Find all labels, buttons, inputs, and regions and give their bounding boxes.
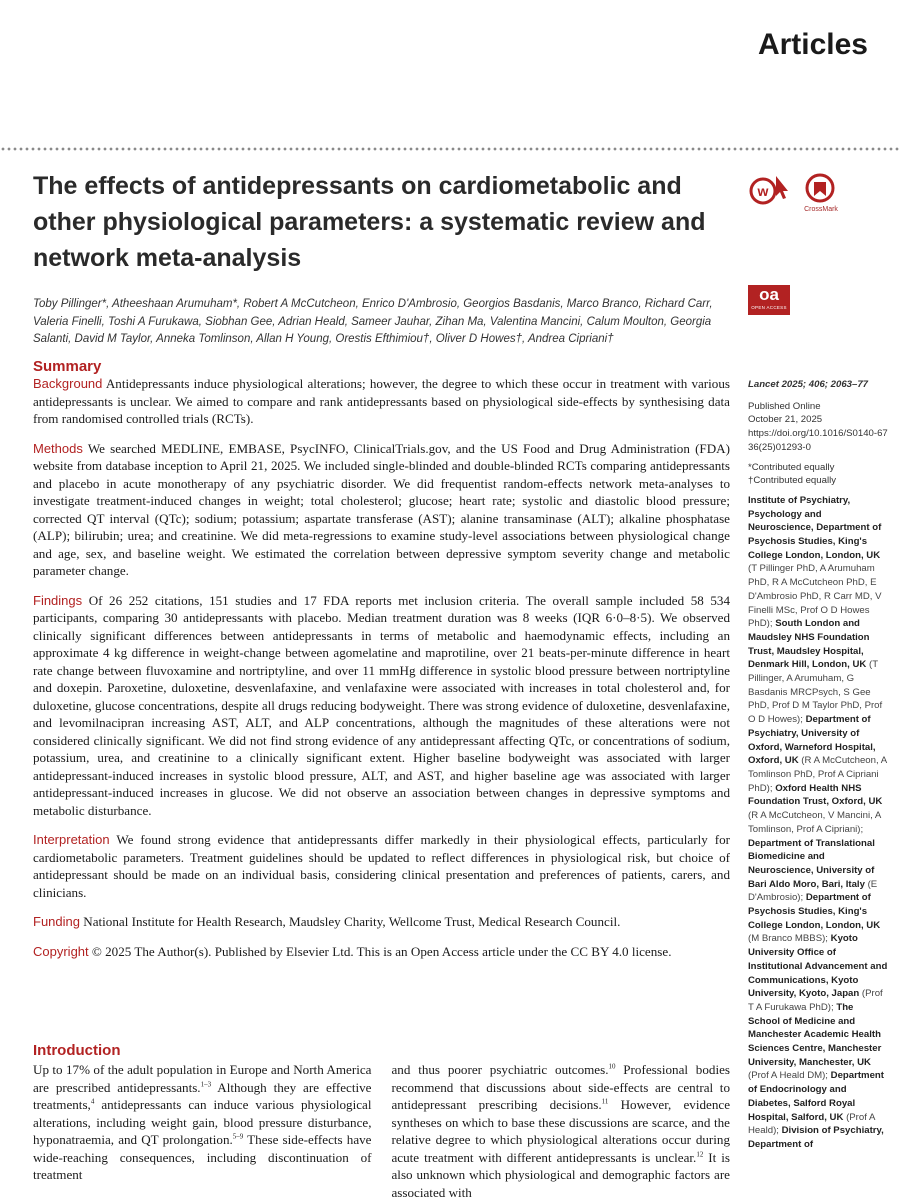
affiliation: Department of Endocrinology and Diabetes, Salford Royal Hospital, Salford, UK xyxy=(748,1070,884,1123)
introduction-heading: Introduction xyxy=(33,1042,121,1059)
affiliation-authors: (T Pillinger PhD, A Arumuham PhD, R A McCutcheon PhD, E D'Ambrosio PhD, R Carr MD, V Finelli MSc, Prof O D Howes PhD); xyxy=(748,563,882,630)
affiliation-authors: (R A McCutcheon, V Mancini, A Tomlinson, Prof A Cipriani); xyxy=(748,810,881,835)
published-date: October 21, 2025 xyxy=(748,414,823,426)
journal-citation: Lancet 2025; 406; 2063–77 xyxy=(748,379,869,390)
copyright-text: © 2025 The Author(s). Published by Elsevier Ltd. This is an Open Access article under the CC BY 4.0 license. xyxy=(88,943,672,959)
intro-text: Up to 17% of the adult population in Europe and North America are prescribed antidepressants. xyxy=(33,1062,372,1095)
equal-contribution-note: †Contributed equally xyxy=(748,475,837,487)
background-text: Antidepressants induce physiological alterations; however, the degree to which these occur in treatment with various antidepressants is unclear. We aimed to compare and rank antidepressants based on physiological side-effects by synthesising data from randomised controlled trials (RCTs). xyxy=(33,376,730,426)
copyright-paragraph xyxy=(33,943,730,961)
open-access-badge xyxy=(748,285,790,315)
affiliation: Oxford Health NHS Foundation Trust, Oxford, UK xyxy=(748,782,883,808)
affiliation: Kyoto University Office of Institutional Advancement and Communications, Kyoto University, Kyoto, Japan xyxy=(748,933,888,1000)
affiliation: South London and Maudsley NHS Foundation Trust, Maudsley Hospital, Denmark Hill, London, UK xyxy=(748,618,870,671)
affiliation: Department of Psychosis Studies, King's College London, London, UK xyxy=(748,892,881,931)
reference-sup[interactable]: 5–9 xyxy=(232,1132,244,1141)
methods-text: We searched MEDLINE, EMBASE, PsycINFO, ClinicalTrials.gov, and the US Food and Drug Administration (FDA) website from database inception to April 21, 2025. We included single-blinded and double-blinded RCTs comparing antidepressants and placebo in acute monotherapy of any psychiatric disorder. We did frequentist random-effects network meta-analyses to investigate treatment-induced changes in weight; total cholesterol; glucose; heart rate; systolic and diastolic blood pressure; corrected QT interval (QTc); sodium; potassium; aspartate transferase (AST); alanine transaminase (ALT); alkaline phosphatase (ALP); bilirubin; urea; and creatinine. We did meta-regressions to examine study-level associations between physiological change and age, sex, and baseline weight. We estimated the correlation between depressive symptom severity change and metabolic parameter change. xyxy=(33,440,730,578)
funding-paragraph xyxy=(33,913,730,931)
affiliation-authors: (Prof A Heald); xyxy=(748,1111,875,1137)
affiliation-authors: (T Pillinger, A Arumuham, G Basdanis MRCPsych, S Gee PhD, Prof D M Taylor PhD, Prof O D Howes); xyxy=(748,659,883,726)
funding-label: Funding xyxy=(33,914,80,929)
summary-heading: Summary xyxy=(33,358,102,375)
affiliations xyxy=(748,494,888,1152)
intro-text: Professional bodies recommend that discussions about side-effects are central to antidepressant prescribing decisions. xyxy=(391,1062,730,1112)
methods-paragraph xyxy=(33,440,730,580)
published-label: Published Online xyxy=(748,400,821,412)
affiliation-authors: (Prof T A Furukawa PhD); xyxy=(748,988,883,1013)
affiliation: Department of Translational Biomedicine and Neuroscience, University of Bari Aldo Moro, Bari, Italy xyxy=(748,837,875,890)
interpretation-text: We found strong evidence that antidepressants differ markedly in their physiological effects, particularly for cardiometabolic parameters. Treatment guidelines should be updated to reflect differences in physiological risk, but choice of antidepressant should be made on an individual basis, considering clinical presentation and preferences of patients, carers, and clinicians. xyxy=(33,832,730,900)
author-list: Toby Pillinger*, Atheeshaan Arumuham*, Robert A McCutcheon, Enrico D'Ambrosio, Georgios Basdanis, Marco Branco, Richard Carr, Valeria Finelli, Toshi A Furukawa, Siobhan Gee, Adrian Heald, Sameer Jauhar, Zihan Ma, Valentina Mancini, Calum Moulton, Georgia Salanti, David M Taylor, Anneka Tomlinson, Allan H Young, Orestis Efthimiou†, Oliver D Howes†, Andrea Cipriani† xyxy=(33,298,713,345)
article-sidebar xyxy=(748,378,888,1152)
methods-label: Methods xyxy=(33,440,83,456)
oa-badge-text: oa xyxy=(759,285,779,304)
intro-text: antidepressants can induce various physiological alterations, including weight gain, blood pressure disturbance, hyponatraemia, and QT prolongation. xyxy=(33,1097,372,1147)
svg-text:w: w xyxy=(757,183,769,199)
introduction-section xyxy=(33,1042,730,1201)
affiliation-authors: (R A McCutcheon, A Tomlinson PhD, Prof A Cipriani PhD); xyxy=(748,755,887,794)
dotted-divider xyxy=(0,146,900,152)
reference-sup[interactable]: 4 xyxy=(90,1097,95,1106)
findings-label: Findings xyxy=(33,592,83,608)
doi-link[interactable]: https://doi.org/10.1016/S0140-6736(25)01293-0 xyxy=(748,428,888,453)
intro-text: However, evidence syntheses on which to base these discussions are scarce, and the relative degree to which physiological alterations occur during acute treatment with different antidepressants is unclear. xyxy=(391,1097,731,1165)
reference-sup[interactable]: 1–3 xyxy=(200,1080,212,1089)
funding-text: National Institute for Health Research, Maudsley Charity, Wellcome Trust, Medical Research Council. xyxy=(79,914,621,929)
findings-text: Of 26 252 citations, 151 studies and 17 FDA reports met inclusion criteria. The overall sample included 58 534 participants, comparing 30 antidepressants with placebo. Median treatment duration was 8 weeks (IQR 6·0–8·5). We observed clinically significant differences between antidepressants in terms of metabolic and haemodynamic effects, including an approximate 4 kg difference in weight-change between agomelatine and maprotiline, over 21 beats-per-minute difference in heart rate change between fluvoxamine and nortriptyline, and over 11 mmHg difference in systolic blood pressure between nortriptyline and doxepin. Paroxetine, duloxetine, desvenlafaxine, and venlafaxine were associated with increases in total cholesterol and, for duloxetine, glucose concentrations, despite all drugs reducing bodyweight. There was strong evidence of duloxetine, desvenlafaxine, and levomilnacipran increasing AST, ALT, and ALP concentrations, although the magnitudes of these alterations were not considered clinically significant. We did not find strong evidence of any antidepressant affecting QTc, or concentrations of sodium, potassium, urea, and creatinine to a clinically significant extent. Higher baseline bodyweight was associated with larger antidepressant-induced increases in systolic blood pressure, ALT, and AST, and higher baseline age was associated with larger antidepressant-induced increases in glucose. We did not observe an association between changes in depressive symptoms and metabolic disturbance. xyxy=(33,592,730,818)
publication-info xyxy=(748,400,888,455)
affiliation: Division of Psychiatry, Department of xyxy=(748,1125,884,1150)
background-label: Background xyxy=(33,376,103,391)
crossmark-label: CrossMark xyxy=(804,206,838,213)
wiley-online-icon[interactable] xyxy=(748,172,792,208)
intro-column-right xyxy=(392,1061,731,1201)
affiliation: Institute of Psychiatry, Psychology and Neuroscience, Department of Psychosis Studies, King's College London, London, UK xyxy=(748,494,882,561)
reference-sup[interactable]: 12 xyxy=(696,1150,704,1159)
equal-contribution-note: *Contributed equally xyxy=(748,461,835,473)
affiliation-authors: (M Branco MBBS); xyxy=(748,933,828,945)
affiliation: Department of Psychiatry, University of Oxford, Warneford Hospital, Oxford, UK xyxy=(748,714,876,767)
interpretation-paragraph xyxy=(33,831,730,901)
reference-sup[interactable]: 10 xyxy=(608,1062,616,1071)
summary-section xyxy=(33,358,730,972)
intro-text: These side-effects have wide-reaching consequences, including discontinuation of treatment xyxy=(33,1132,372,1182)
background-paragraph xyxy=(33,375,730,428)
copyright-label: Copyright xyxy=(33,943,89,959)
affiliation-authors: (Prof A Heald DM); xyxy=(748,1070,828,1082)
findings-paragraph xyxy=(33,592,730,820)
section-label: Articles xyxy=(757,28,868,61)
affiliation-authors: (E D'Ambrosio); xyxy=(748,878,878,904)
affiliation: The School of Medicine and Manchester Academic Health Sciences Centre, Manchester University, Manchester, UK xyxy=(748,1001,882,1068)
reference-sup[interactable]: 11 xyxy=(601,1097,609,1106)
intro-text: It is also unknown which physiological and demographic factors are associated with xyxy=(391,1149,731,1200)
intro-text: and thus poorer psychiatric outcomes. xyxy=(391,1062,609,1077)
article-title: The effects of antidepressants on cardiometabolic and other physiological parameters: a systematic review and network meta-analysis xyxy=(33,172,706,272)
intro-text: Although they are effective treatments, xyxy=(33,1079,372,1112)
oa-badge-subtext: OPEN ACCESS xyxy=(751,305,787,310)
interpretation-label: Interpretation xyxy=(33,832,110,847)
intro-column-left xyxy=(33,1061,372,1201)
